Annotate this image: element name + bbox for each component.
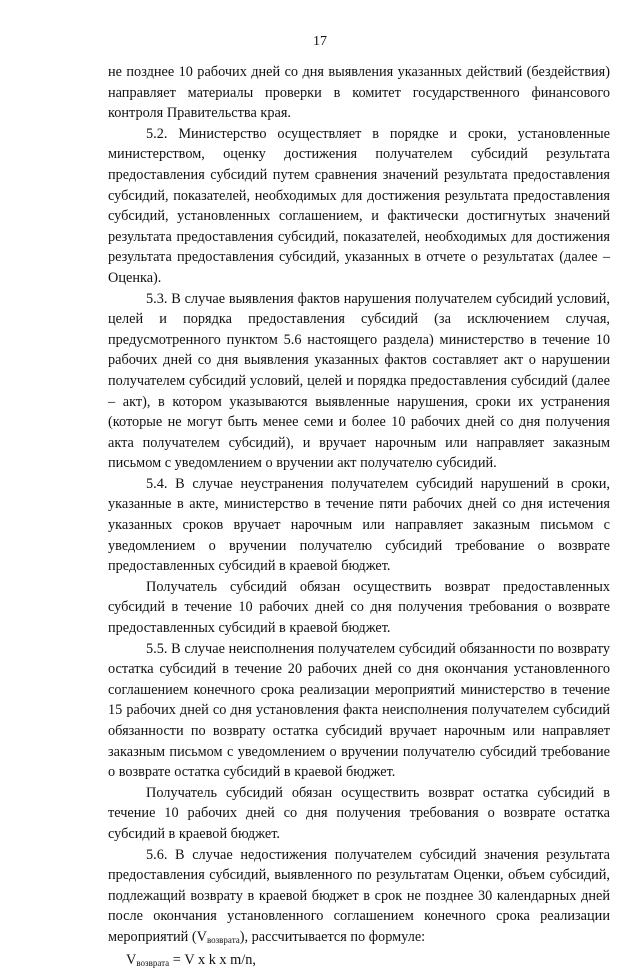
paragraph-5-6-tail: ), рассчитывается по формуле:: [239, 928, 426, 945]
formula-rhs: = V x k x m/n,: [169, 951, 256, 968]
paragraph-5-4: 5.4. В случае неустранения получателем субсидий нарушений в сроки, указанные в акте, министерство в течение пяти рабочих дней со дня истечения указанных сроков вручает нарочным или направляет заказным письмом с уведомлением о вручении получателю субсидий требование о возврате предоставленных субсидий в краевой бюджет.: [108, 475, 610, 575]
paragraph-5-5-obligation: Получатель субсидий обязан осуществить возврат остатка субсидий в течение 10 рабочих дней со дня получения требования о возврате остатка субсидий в краевой бюджет.: [108, 784, 610, 842]
formula-lhs-subscript: возврата: [136, 957, 170, 968]
paragraph-5-6-subscript: возврата: [206, 934, 240, 945]
paragraph-5-6: [108, 845, 610, 948]
paragraph-5-4-obligation: Получатель субсидий обязан осуществить возврат предоставленных субсидий в течение 10 рабочих дней со дня получения требования о возврате предоставленных субсидий в краевой бюджет.: [108, 578, 610, 637]
formula: [108, 950, 610, 970]
page-number: 17: [313, 34, 327, 49]
paragraph-5-6-text: 5.6. В случае недостижения получателем субсидий значения результата предоставления субсидий, выявленного по результатам Оценки, объем субсидий, подлежащий возврату в краевой бюджет в срок не позднее 30 календарных дней после окончания установленного соглашением конечного срока реализации мероприятий (V: [108, 846, 610, 945]
paragraph-5-5: 5.5. В случае неисполнения получателем субсидий обязанности по возврату остатка субсидий в течение 20 рабочих дней со дня окончания установленного соглашением конечного срока реализации мероприятий министерство в течение 15 рабочих дней со дня установления факта неисполнения получателем субсидий обязанности по возврату остатка субсидий вручает нарочным или направляет заказным письмом с уведомлением о вручении получателю субсидий требование о возврате остатка субсидий в краевой бюджет.: [108, 640, 610, 781]
document-body: [108, 62, 610, 970]
paragraph-5-2: 5.2. Министерство осуществляет в порядке и сроки, установленные министерством, оценку достижения получателем субсидий результата предоставления субсидий путем сравнения значений результата предоставления субсидий, показателей, необходимых для достижения результата предоставления субсидий, установленных соглашением, и фактически достигнутых значений результата предоставления субсидий, показателей, необходимых для достижения результата предоставления субсидий, указанных в отчете о результатах (далее – Оценка).: [108, 125, 610, 286]
paragraph-5-3: 5.3. В случае выявления фактов нарушения получателем субсидий условий, целей и порядка предоставления субсидий (за исключением случая, предусмотренного пунктом 5.6 настоящего раздела) министерство в течение 10 рабочих дней со дня выявления указанных фактов составляет акт о нарушении получателем субсидий условий, целей и порядка предоставления субсидий (далее – акт), в котором указываются выявленные нарушения, сроки их устранения (которые не могут быть менее семи и более 10 рабочих дней со дня получения акта получателем субсидий), и вручает нарочным или направляет заказным письмом с уведомлением о вручении акт получателю субсидий.: [108, 290, 610, 472]
paragraph-continuation: не позднее 10 рабочих дней со дня выявления указанных действий (бездействия) направляет материалы проверки в комитет государственного финансового контроля Правительства края.: [108, 64, 610, 122]
formula-lhs: V: [126, 951, 137, 968]
